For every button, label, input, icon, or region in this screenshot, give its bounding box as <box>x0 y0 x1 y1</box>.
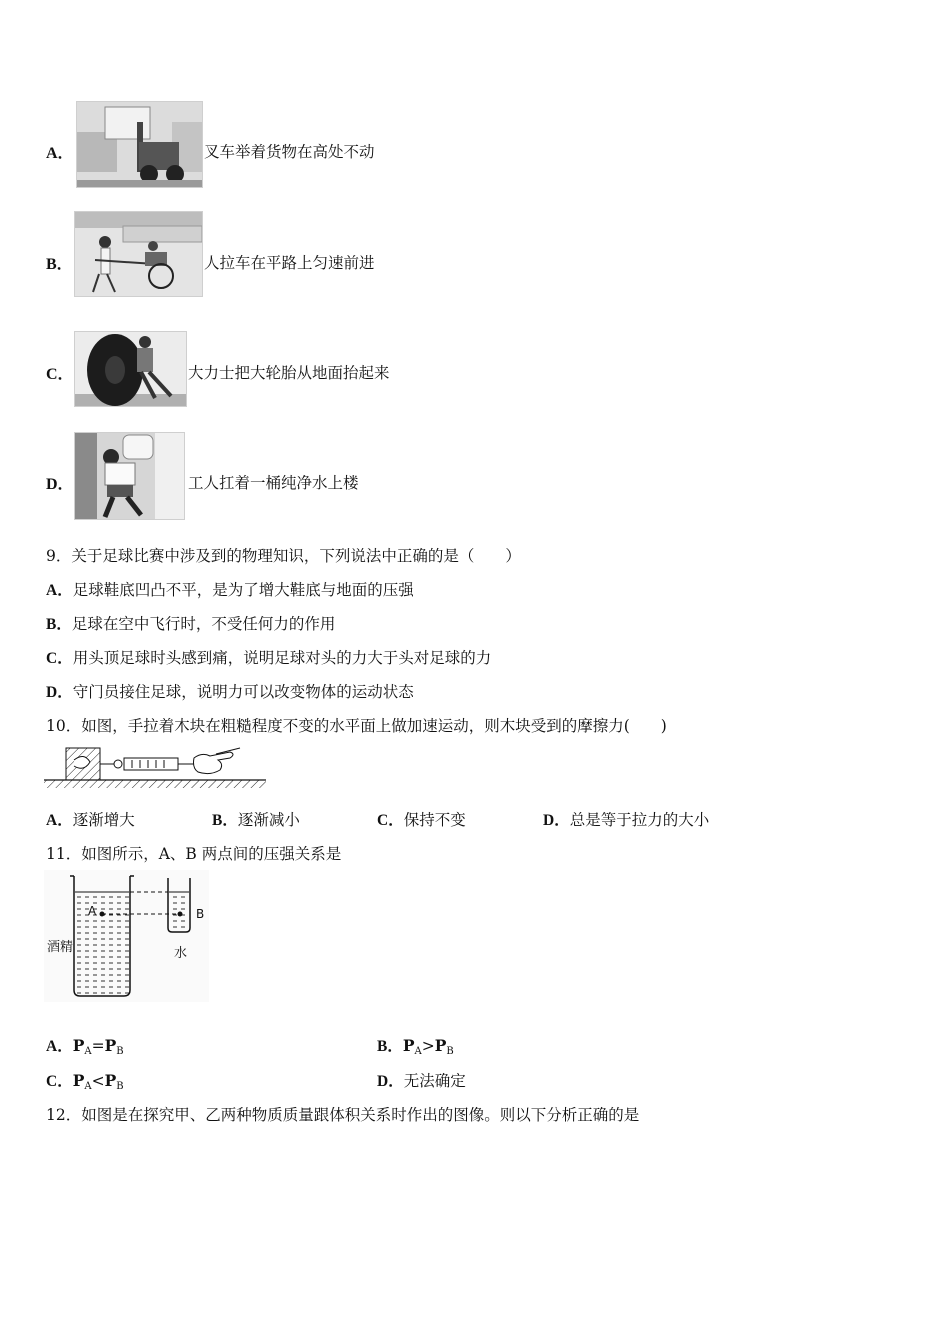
question-stem: 11．如图所示，A、B 两点间的压强关系是 <box>46 845 342 863</box>
option-d <box>377 1069 466 1091</box>
option-letter: A． <box>46 1038 73 1055</box>
option-letter: D． <box>377 1073 404 1090</box>
option-d <box>543 808 709 830</box>
option-a <box>46 808 135 830</box>
option-text: 逐渐减小 <box>237 811 300 829</box>
pulling-block-figure <box>44 740 266 790</box>
tire-photo <box>74 331 187 407</box>
option-text: 叉车举着货物在高处不动 <box>204 143 375 161</box>
option-text: 人拉车在平路上匀速前进 <box>204 254 375 272</box>
question-stem: 10．如图，手拉着木块在粗糙程度不变的水平面上做加速运动，则木块受到的摩擦力( ) <box>46 717 667 735</box>
option-c <box>377 808 466 830</box>
question-stem: 12．如图是在探究甲、乙两种物质质量跟体积关系时作出的图像。则以下分析正确的是 <box>46 1106 640 1124</box>
option-text: 守门员接住足球，说明力可以改变物体的运动状态 <box>72 683 414 701</box>
beakers-figure <box>44 870 209 1002</box>
option-text: 逐渐增大 <box>72 811 135 829</box>
point-a-label: A <box>88 904 97 918</box>
option-letter: B． <box>377 1038 403 1055</box>
option-letter: B． <box>46 256 73 273</box>
rickshaw-photo <box>74 211 203 297</box>
water-bucket-photo <box>74 432 185 520</box>
option-letter: A． <box>46 145 74 162</box>
option-letter: B． <box>212 812 238 829</box>
option-letter: A． <box>46 582 73 599</box>
option-letter: D． <box>46 476 74 493</box>
option-c: C．$P_A<P_B$ <box>46 1071 124 1092</box>
option-letter: C． <box>377 812 404 829</box>
option-letter: D． <box>543 812 570 829</box>
option-letter: A． <box>46 812 73 829</box>
option-letter: D． <box>46 684 73 701</box>
option-text: 无法确定 <box>403 1072 466 1090</box>
option-letter: C． <box>46 650 73 667</box>
option-b <box>46 612 335 634</box>
option-text: 足球鞋底凹凸不平，是为了增大鞋底与地面的压强 <box>72 581 414 599</box>
option-text: 足球在空中飞行时，不受任何力的作用 <box>71 615 336 633</box>
question-stem: 9．关于足球比赛中涉及到的物理知识，下列说法中正确的是（ ） <box>46 547 521 565</box>
option-letter: B． <box>46 616 72 633</box>
alcohol-label: 酒精 <box>47 940 74 955</box>
forklift-photo <box>76 101 203 188</box>
option-a: A．$P_A=P_B$ <box>46 1036 124 1057</box>
option-text: 大力士把大轮胎从地面抬起来 <box>188 364 390 382</box>
option-b <box>212 808 300 830</box>
option-text: 工人扛着一桶纯净水上楼 <box>188 474 359 492</box>
point-b-label: B <box>196 907 205 921</box>
option-b: B．$P_A>P_B$ <box>377 1036 454 1057</box>
option-a <box>46 578 414 600</box>
option-letter: C． <box>46 1073 73 1090</box>
water-label: 水 <box>174 946 188 961</box>
option-letter: C． <box>46 366 74 383</box>
option-text: 用头顶足球时头感到痛，说明足球对头的力大于头对足球的力 <box>72 649 492 667</box>
option-d <box>46 680 414 702</box>
option-c <box>46 646 491 668</box>
option-text: 总是等于拉力的大小 <box>569 811 710 829</box>
option-text: 保持不变 <box>403 811 466 829</box>
